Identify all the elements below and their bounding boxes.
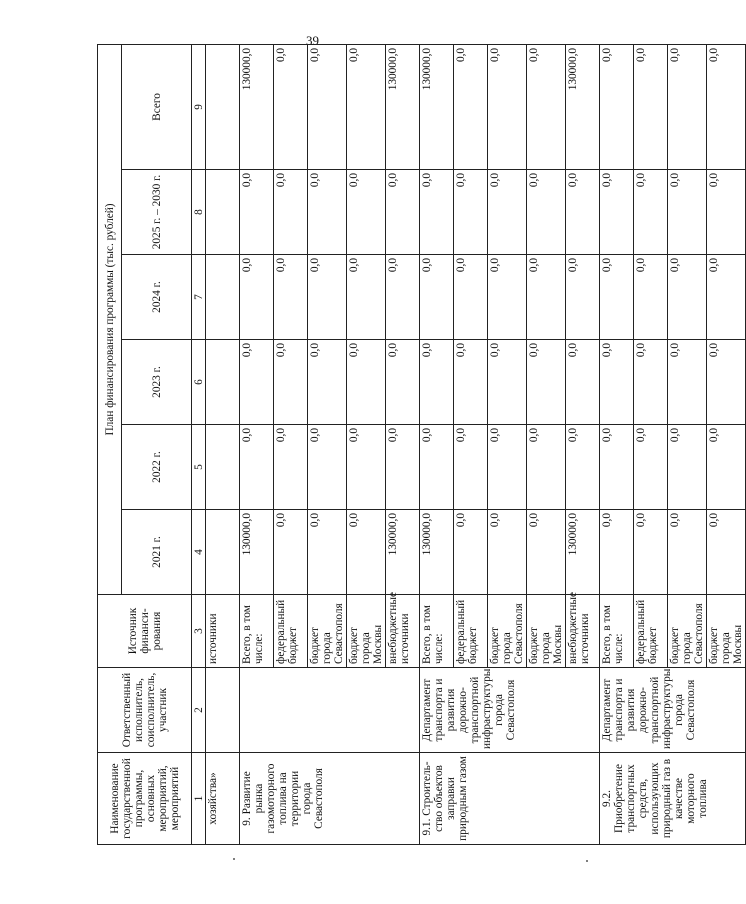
funding-source-cell: бюджет города Севастополя <box>668 595 707 668</box>
value-cell: 0,0 <box>274 170 308 255</box>
table-row <box>600 44 634 844</box>
column-number: 9 <box>192 44 206 169</box>
value-cell: 0,0 <box>347 170 386 255</box>
column-number: 8 <box>192 170 206 255</box>
value-cell: 130000,0 <box>420 44 454 169</box>
value-cell: 0,0 <box>308 425 347 510</box>
funding-source-cell: федеральный бюджет <box>454 595 488 668</box>
value-cell: 0,0 <box>420 425 454 510</box>
financing-table-rotated <box>97 45 744 845</box>
funding-source-cell: бюджет города Москвы <box>707 595 746 668</box>
funding-source-cell: внебюджетные источники <box>566 595 600 668</box>
value-cell: 0,0 <box>566 170 600 255</box>
value-cell: 0,0 <box>527 255 566 340</box>
value-cell: 0,0 <box>420 170 454 255</box>
value-cell: 0,0 <box>668 255 707 340</box>
value-cell: 0,0 <box>707 255 746 340</box>
value-cell: 0,0 <box>600 255 634 340</box>
value-cell: 0,0 <box>454 255 488 340</box>
value-cell: 130000,0 <box>566 510 600 595</box>
value-cell: 0,0 <box>600 340 634 425</box>
header-year: 2023 г. <box>122 340 192 425</box>
executor-cell: Департамент транспорта и развития дорожно-транспортной инфраструктуры города Севастополя <box>420 668 600 753</box>
value-cell: 130000,0 <box>386 510 420 595</box>
value-cell: 0,0 <box>240 340 274 425</box>
value-cell: 0,0 <box>488 510 527 595</box>
measure-name-cell: 9.1. Строитель-ство объектов заправки природным газом <box>420 753 600 845</box>
value-cell: 0,0 <box>454 425 488 510</box>
value-cell: 0,0 <box>454 170 488 255</box>
measure-name-cell: 9.2. Приобретение транспортных средств, использующих природный газ в качестве моторного топлива <box>600 753 746 845</box>
value-cell: 0,0 <box>668 44 707 169</box>
funding-source-cell: бюджет города Севастополя <box>308 595 347 668</box>
value-cell: 0,0 <box>527 425 566 510</box>
column-number: 6 <box>192 340 206 425</box>
value-cell: 0,0 <box>488 44 527 169</box>
value-cell: 0,0 <box>634 340 668 425</box>
value-cell <box>206 340 240 425</box>
header-year: 2025 г. – 2030 г. <box>122 170 192 255</box>
value-cell: 0,0 <box>600 510 634 595</box>
value-cell: 0,0 <box>347 44 386 169</box>
value-cell: 0,0 <box>308 510 347 595</box>
funding-source-cell: федеральный бюджет <box>274 595 308 668</box>
value-cell: 0,0 <box>240 255 274 340</box>
value-cell: 0,0 <box>240 425 274 510</box>
header-plan-title: План финансирования программы (тыс. рублей) <box>98 44 122 594</box>
value-cell: 0,0 <box>274 510 308 595</box>
value-cell <box>206 510 240 595</box>
value-cell: 0,0 <box>347 340 386 425</box>
value-cell: 0,0 <box>707 510 746 595</box>
value-cell <box>206 44 240 169</box>
header-year: 2024 г. <box>122 255 192 340</box>
scan-speck <box>233 858 235 860</box>
value-cell: 0,0 <box>386 170 420 255</box>
value-cell: 0,0 <box>347 510 386 595</box>
value-cell: 0,0 <box>420 340 454 425</box>
value-cell: 0,0 <box>274 425 308 510</box>
value-cell: 0,0 <box>488 425 527 510</box>
value-cell: 0,0 <box>454 340 488 425</box>
value-cell: 0,0 <box>274 255 308 340</box>
value-cell <box>206 170 240 255</box>
funding-source-cell: внебюджетные источники <box>386 595 420 668</box>
value-cell: 0,0 <box>566 425 600 510</box>
funding-source-cell: Всего, в том числе: <box>420 595 454 668</box>
funding-source-cell: источники <box>206 595 240 668</box>
value-cell: 0,0 <box>566 255 600 340</box>
column-number: 7 <box>192 255 206 340</box>
value-cell: 0,0 <box>634 170 668 255</box>
value-cell: 0,0 <box>527 170 566 255</box>
value-cell: 0,0 <box>668 170 707 255</box>
value-cell: 130000,0 <box>566 44 600 169</box>
value-cell: 130000,0 <box>386 44 420 169</box>
table-row <box>240 44 274 844</box>
value-cell: 0,0 <box>707 425 746 510</box>
value-cell: 0,0 <box>308 255 347 340</box>
value-cell: 0,0 <box>634 255 668 340</box>
value-cell: 130000,0 <box>240 44 274 169</box>
value-cell: 0,0 <box>600 425 634 510</box>
value-cell: 0,0 <box>454 44 488 169</box>
funding-source-cell: бюджет города Москвы <box>527 595 566 668</box>
value-cell: 0,0 <box>274 44 308 169</box>
value-cell: 0,0 <box>488 340 527 425</box>
value-cell: 130000,0 <box>240 510 274 595</box>
funding-source-cell: Всего, в том числе: <box>600 595 634 668</box>
column-number: 2 <box>192 668 206 753</box>
value-cell: 0,0 <box>308 340 347 425</box>
funding-source-cell: федеральный бюджет <box>634 595 668 668</box>
value-cell: 0,0 <box>386 255 420 340</box>
funding-source-cell: бюджет города Москвы <box>347 595 386 668</box>
value-cell: 0,0 <box>308 44 347 169</box>
executor-cell <box>206 668 240 753</box>
value-cell: 0,0 <box>566 340 600 425</box>
value-cell: 0,0 <box>347 255 386 340</box>
scan-speck <box>586 860 588 862</box>
value-cell: 0,0 <box>707 44 746 169</box>
executor-cell: Департамент транспорта и развития дорожно-транспортной инфраструктуры города Севастополя <box>600 668 746 753</box>
financing-table <box>97 44 746 845</box>
value-cell: 0,0 <box>527 340 566 425</box>
value-cell: 0,0 <box>707 340 746 425</box>
column-number: 5 <box>192 425 206 510</box>
table-row <box>420 44 454 844</box>
value-cell: 0,0 <box>347 425 386 510</box>
value-cell: 0,0 <box>386 340 420 425</box>
value-cell: 0,0 <box>634 510 668 595</box>
column-number: 1 <box>192 753 206 845</box>
funding-source-cell: Всего, в том числе: <box>240 595 274 668</box>
measure-name-cell: 9. Развитие рынка газомоторного топлива на территории города Севастополя <box>240 753 420 845</box>
header-executor: Ответственный исполнитель, соисполнитель, участник <box>98 668 192 753</box>
value-cell: 0,0 <box>240 170 274 255</box>
column-number: 3 <box>192 595 206 668</box>
value-cell: 0,0 <box>488 255 527 340</box>
header-name: Наименование государственной программы, основных мероприятий, мероприятий <box>98 753 192 845</box>
header-source: Источник финанси-рования <box>98 595 192 668</box>
value-cell: 0,0 <box>308 170 347 255</box>
value-cell: 0,0 <box>454 510 488 595</box>
value-cell: 0,0 <box>274 340 308 425</box>
table-row <box>206 44 240 844</box>
funding-source-cell: бюджет города Севастополя <box>488 595 527 668</box>
value-cell: 130000,0 <box>420 510 454 595</box>
value-cell: 0,0 <box>707 170 746 255</box>
column-number: 4 <box>192 510 206 595</box>
header-year: 2022 г. <box>122 425 192 510</box>
page-number: 39 <box>306 33 319 48</box>
measure-name-cell: хозяйства» <box>206 753 240 845</box>
value-cell: 0,0 <box>527 44 566 169</box>
value-cell: 0,0 <box>634 425 668 510</box>
header-year: Всего <box>122 44 192 169</box>
value-cell: 0,0 <box>600 170 634 255</box>
value-cell <box>206 255 240 340</box>
executor-cell <box>240 668 420 753</box>
value-cell: 0,0 <box>600 44 634 169</box>
value-cell: 0,0 <box>668 510 707 595</box>
value-cell: 0,0 <box>668 340 707 425</box>
value-cell: 0,0 <box>634 44 668 169</box>
value-cell: 0,0 <box>668 425 707 510</box>
value-cell: 0,0 <box>386 425 420 510</box>
value-cell: 0,0 <box>420 255 454 340</box>
value-cell <box>206 425 240 510</box>
value-cell: 0,0 <box>527 510 566 595</box>
header-year: 2021 г. <box>122 510 192 595</box>
value-cell: 0,0 <box>488 170 527 255</box>
